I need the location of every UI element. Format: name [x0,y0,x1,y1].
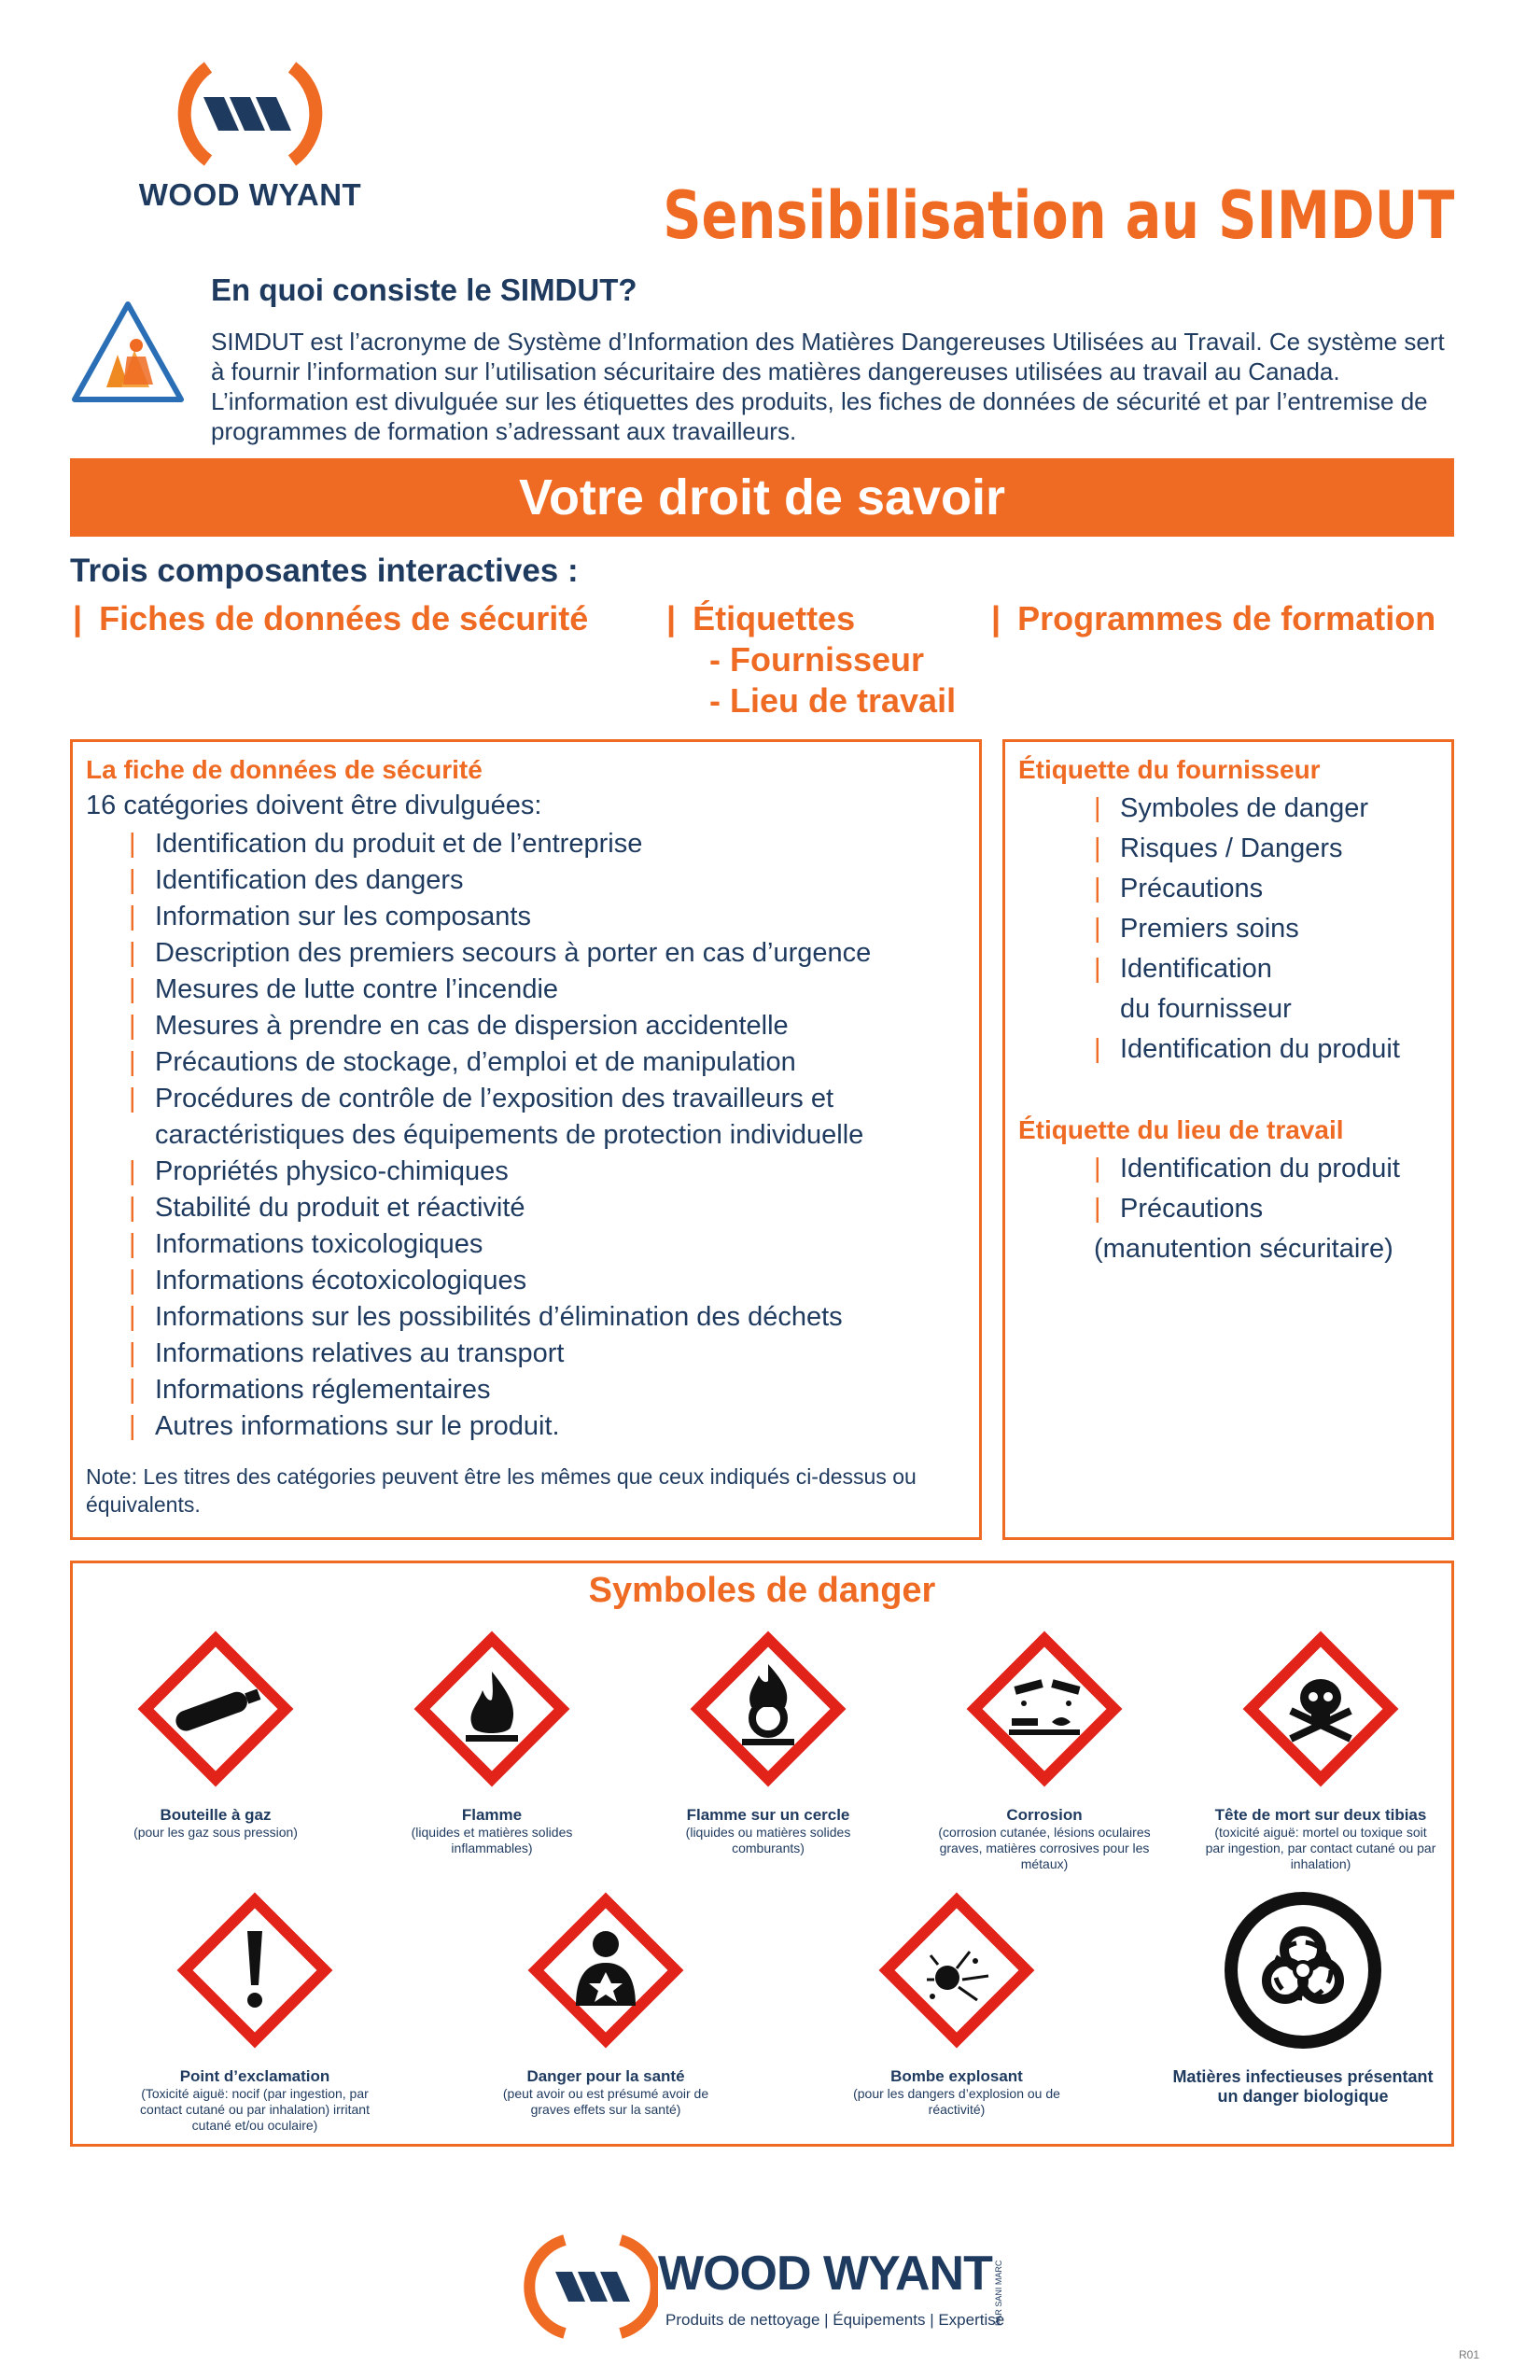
list-item-text: Procédures de contrôle de l’exposition des travailleurs et [155,1084,834,1113]
list-item-text: Identification du produit et de l’entreprise [155,829,643,859]
component-sds [73,599,588,638]
list-item-text: Informations relatives au transport [155,1338,565,1368]
separator: | [129,1302,136,1332]
separator: | [1094,1034,1101,1064]
separator: | [129,1266,136,1295]
workplace-label-list [1094,1149,1400,1269]
skull-crossbones-icon [1237,1625,1405,1793]
symbol-desc: (liquides et matières solides inflammables) [411,1825,573,1855]
separator: | [129,1229,136,1259]
list-item-text: Informations écotoxicologiques [155,1266,527,1295]
list-item [129,826,871,862]
list-item-text: Informations sur les possibilités d’élimination des déchets [155,1302,843,1332]
separator: | [1094,1154,1101,1183]
flame-icon [408,1625,576,1793]
list-item [1094,1229,1400,1269]
wood-wyant-logo-icon [110,49,390,179]
symbol-exclamation [138,1886,371,2134]
symbol-name: Flamme sur un cercle [686,1806,850,1824]
list-item [129,1299,871,1336]
list-item-text: Précautions [1120,874,1264,903]
list-item-text: Risques / Dangers [1120,833,1343,863]
component-label: Fiches de données de sécurité [99,599,589,637]
list-item [129,1336,871,1372]
component-sub-workplace: - Lieu de travail [709,681,957,720]
separator: | [129,1338,136,1368]
separator: | [129,938,136,968]
symbol-desc: (pour les dangers d’explosion ou de réactivité) [853,2086,1060,2117]
list-item [129,935,871,972]
biohazard-icon [1219,1886,1387,2054]
separator: | [666,599,677,637]
symbol-desc: (liquides ou matières solides comburants) [685,1825,851,1855]
list-item [129,862,871,899]
document-code: R01 [1458,2348,1479,2361]
footer-logo [518,2221,1003,2352]
separator: | [129,1011,136,1041]
list-item [1094,869,1400,909]
list-item-text: Description des premiers secours à porter en cas d’urgence [155,938,872,968]
symbol-biohazard [1163,1886,1443,2107]
list-item [1094,1149,1400,1189]
list-item [1094,829,1400,869]
component-label: Programmes de formation [1017,599,1436,637]
footer-small-print: PAR SANI MARC [994,2260,1003,2326]
list-item-text: Identification du produit [1120,1154,1400,1183]
footer-brand: WOOD WYANT [658,2247,992,2301]
list-item [129,1081,871,1117]
list-item-text: (manutention sécuritaire) [1094,1234,1393,1264]
separator: | [129,865,136,895]
list-item [129,899,871,935]
list-item-text: Précautions [1120,1194,1264,1224]
footer-tagline: Produits de nettoyage | Équipements | Expertise [665,2311,1005,2329]
symbol-name: Flamme [461,1806,523,1824]
symbol-name: Tête de mort sur deux tibias [1214,1806,1427,1824]
separator: | [129,1193,136,1223]
separator: | [1094,1194,1101,1224]
workplace-label-title: Étiquette du lieu de travail [1018,1115,1344,1144]
sds-title: La fiche de données de sécurité [86,755,483,784]
list-item-text: Mesures de lutte contre l’incendie [155,974,559,1004]
exploding-bomb-icon [873,1886,1041,2054]
separator: | [129,1411,136,1441]
flame-over-circle-icon [684,1625,852,1793]
list-item-text: Autres informations sur le produit. [155,1411,560,1441]
separator: | [1094,914,1101,944]
list-item [129,1008,871,1044]
symbol-flame-over-circle [651,1625,885,1856]
list-item-text: Informations toxicologiques [155,1229,483,1259]
supplier-label-title: Étiquette du fournisseur [1018,755,1321,784]
symbol-desc: (corrosion cutanée, lésions oculaires graves, matières corrosives pour les métaux) [938,1825,1151,1871]
page-title: Sensibilisation au SIMDUT [662,177,1454,254]
separator: | [1094,954,1101,984]
list-item-text: Information sur les composants [155,902,531,931]
symbol-name: Bouteille à gaz [160,1806,272,1824]
symbol-health-hazard [489,1886,722,2118]
symbol-gas-cylinder [99,1625,332,1841]
component-training [991,599,1435,638]
symbol-desc: (pour les gaz sous pression) [133,1825,298,1840]
list-item [1094,989,1400,1029]
symbol-name: Danger pour la santé [526,2067,685,2085]
sds-category-list [129,826,871,1445]
list-item-text: Stabilité du produit et réactivité [155,1193,525,1223]
separator: | [1094,833,1101,863]
wood-wyant-logo-icon [518,2231,658,2343]
list-item [129,1408,871,1445]
list-item-text: Mesures à prendre en cas de dispersion accidentelle [155,1011,789,1041]
list-item-text: Symboles de danger [1120,793,1368,823]
list-item-text: Identification des dangers [155,865,464,895]
list-item-text: Identification du produit [1120,1034,1400,1064]
list-item [1094,1189,1400,1229]
component-label: Étiquettes [693,599,856,637]
symbol-name: Point d’exclamation [179,2067,330,2085]
brand-name: WOOD WYANT [138,177,362,212]
list-item [129,1117,871,1154]
separator: | [73,599,83,637]
exclamation-mark-icon [171,1886,339,2054]
list-item [129,1226,871,1263]
separator: | [129,829,136,859]
simdut-triangle-icon [69,299,187,407]
list-item [129,1044,871,1081]
component-labels [666,599,855,638]
list-item-text: Propriétés physico-chimiques [155,1156,509,1186]
separator: | [991,599,1001,637]
separator: | [129,1156,136,1186]
list-item-text: Précautions de stockage, d’emploi et de manipulation [155,1047,796,1077]
separator: | [129,1047,136,1077]
list-item [1094,949,1400,989]
list-item-text: Informations réglementaires [155,1375,491,1405]
corrosion-icon [960,1625,1128,1793]
sds-panel [70,739,982,1540]
list-item-text: du fournisseur [1120,994,1292,1024]
brand-logo [110,49,390,217]
list-item-text: Identification [1120,954,1272,984]
symbol-skull-crossbones [1204,1625,1437,1872]
list-item [129,1154,871,1190]
intro-heading: En quoi consiste le SIMDUT? [211,273,637,307]
separator: | [129,1084,136,1113]
list-item [1094,789,1400,829]
banner-heading: Votre droit de savoir [70,458,1454,537]
list-item-text: Premiers soins [1120,914,1299,944]
symbol-flame [375,1625,609,1856]
list-item [129,972,871,1008]
health-hazard-icon [522,1886,690,2054]
list-item [129,1263,871,1299]
symbol-corrosion [928,1625,1161,1872]
symbol-desc: (peut avoir ou est présumé avoir de graves effets sur la santé) [502,2086,709,2117]
separator: | [129,902,136,931]
symbol-name: Matières infectieuses présentant un danger biologique [1172,2067,1434,2106]
labels-panel [1002,739,1454,1540]
components-heading: Trois composantes interactives : [70,553,579,589]
symbol-exploding-bomb [840,1886,1073,2118]
hazard-symbols-panel [70,1561,1454,2147]
separator: | [129,974,136,1004]
intro-text: SIMDUT est l’acronyme de Système d’Information des Matières Dangereuses Utilisées au Travail. Ce système sert à fournir l’information sur l’utilisation sécuritaire des matières dangereuses utilisées au travail au Canada. L’information est divulguée sur les étiquettes des produits, les fiches de données de sécurité et par l’entremise de programmes de formation s’adressant aux travailleurs. [211,328,1445,445]
sds-note: Note: Les titres des catégories peuvent être les mêmes que ceux indiqués ci-dessus ou équivalents. [86,1464,917,1517]
list-item-text: caractéristiques des équipements de protection individuelle [155,1120,864,1150]
list-item [1094,1029,1400,1070]
list-item [1094,909,1400,949]
list-item [129,1190,871,1226]
separator: | [129,1375,136,1405]
separator: | [1094,874,1101,903]
sds-subtitle: 16 catégories doivent être divulguées: [86,791,542,820]
symbol-desc: (Toxicité aiguë: nocif (par ingestion, par contact cutané ou par inhalation) irritant cutané et/ou oculaire) [140,2086,370,2133]
symbol-name: Bombe explosant [890,2067,1023,2085]
component-sub-supplier: - Fournisseur [709,640,925,679]
symbols-title: Symboles de danger [588,1571,936,1610]
separator: | [1094,793,1101,823]
gas-cylinder-icon [132,1625,300,1793]
symbol-name: Corrosion [1006,1806,1083,1824]
supplier-label-list [1094,789,1400,1070]
list-item [129,1372,871,1408]
symbol-desc: (toxicité aiguë: mortel ou toxique soit par ingestion, par contact cutané ou par inhalation) [1205,1825,1436,1871]
